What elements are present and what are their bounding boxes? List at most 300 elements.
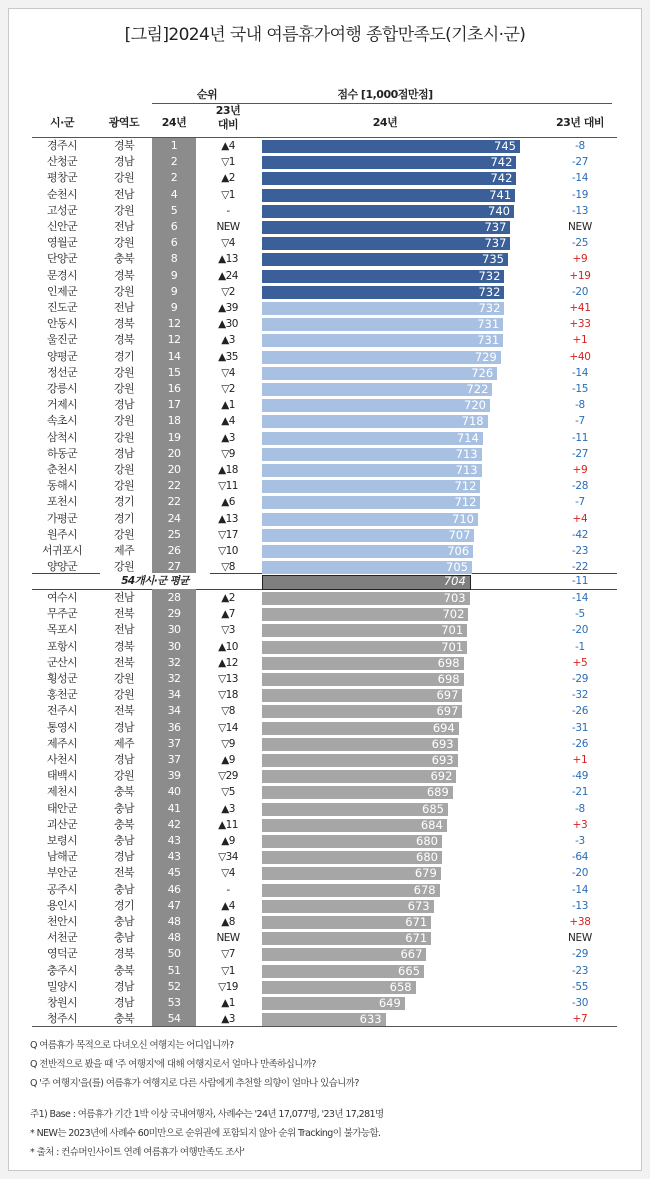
score-value: 713 xyxy=(455,463,478,477)
rank-change: ▲1 xyxy=(221,399,235,412)
score-value: 701 xyxy=(441,639,464,654)
score-value: 732 xyxy=(478,268,501,283)
score-value: 665 xyxy=(398,963,420,978)
rank-change: ▲10 xyxy=(218,640,238,653)
rank-change: NEW xyxy=(216,932,240,945)
score-change: -8 xyxy=(575,399,585,412)
score-value: 742 xyxy=(490,155,513,170)
score-value: 685 xyxy=(422,801,444,816)
score-value: 731 xyxy=(477,317,500,332)
rank-24: 19 xyxy=(167,430,181,444)
sigun-label: 강릉시 xyxy=(46,382,78,395)
score-value: 737 xyxy=(484,236,507,251)
region-label: 충남 xyxy=(113,931,135,945)
region-label: 충북 xyxy=(113,817,135,831)
region-label: 경남 xyxy=(113,155,135,169)
rank-change: ▽9 xyxy=(221,737,235,750)
region-label: 경남 xyxy=(113,446,135,460)
rank-24: 30 xyxy=(167,639,181,653)
rank-24: 6 xyxy=(170,236,178,250)
rank-24: 17 xyxy=(167,398,181,412)
rank-change: ▲2 xyxy=(221,172,235,185)
score-value: 697 xyxy=(436,688,459,703)
sigun-label: 태백시 xyxy=(46,769,78,783)
rank-24: 27 xyxy=(167,560,181,574)
score-change: -8 xyxy=(575,802,585,815)
score-change: -8 xyxy=(575,140,585,152)
region-label: 강원 xyxy=(113,672,135,685)
sigun-label: 원주시 xyxy=(46,527,78,541)
score-change: -28 xyxy=(571,480,589,493)
score-change: +3 xyxy=(572,818,588,831)
rank-24: 20 xyxy=(167,446,181,460)
rank-24: 34 xyxy=(167,688,181,702)
rank-group-header: 순위 xyxy=(196,88,218,101)
sigun-label: 울진군 xyxy=(46,333,78,347)
score-value: 703 xyxy=(443,591,466,605)
sigun-label: 제주시 xyxy=(46,736,78,750)
average-label: 54개시·군 평균 xyxy=(100,573,210,589)
score-value: 680 xyxy=(416,850,438,865)
sigun-label: 영월군 xyxy=(46,236,78,250)
sigun-label: 속초시 xyxy=(46,414,78,428)
region-label: 전남 xyxy=(113,623,135,637)
rank-change: ▽2 xyxy=(221,285,235,298)
rank-change: ▽11 xyxy=(218,480,238,493)
rank-change-header-line2: 대비 xyxy=(217,118,239,131)
region-label: 강원 xyxy=(113,463,135,476)
rank-change: - xyxy=(226,204,230,217)
score-change: -55 xyxy=(571,980,589,993)
score-change: -49 xyxy=(571,770,589,783)
score-change: -7 xyxy=(575,415,585,428)
region-label: 강원 xyxy=(113,236,135,250)
rank-24: 9 xyxy=(170,268,178,282)
score-value: 671 xyxy=(405,931,428,946)
score-value: 667 xyxy=(400,947,423,962)
score-value: 679 xyxy=(414,866,437,881)
region-label: 강원 xyxy=(113,414,135,428)
rank-24: 18 xyxy=(167,414,181,428)
region-label: 충남 xyxy=(113,801,135,815)
score-change: -1 xyxy=(575,640,585,653)
score-change: NEW xyxy=(568,932,592,945)
rank-change: ▲8 xyxy=(221,916,235,928)
score-value: 740 xyxy=(488,203,510,218)
rank-24: 12 xyxy=(167,333,181,347)
score-change: +40 xyxy=(569,350,591,363)
rank-24: 24 xyxy=(167,511,181,525)
score-value: 702 xyxy=(442,607,465,622)
sigun-label: 무주군 xyxy=(46,607,78,621)
region-label: 경기 xyxy=(113,898,135,912)
rank-24: 46 xyxy=(167,882,181,896)
rank-24: 53 xyxy=(167,996,181,1009)
score-change: -42 xyxy=(571,528,589,541)
sigun-label: 평창군 xyxy=(46,171,78,185)
sigun-label: 경주시 xyxy=(46,139,78,152)
sigun-label: 서귀포시 xyxy=(41,544,83,557)
rank-24: 20 xyxy=(167,463,181,476)
rank-change: NEW xyxy=(216,221,240,233)
rank-change: ▲35 xyxy=(218,350,238,363)
score-change: NEW xyxy=(568,221,592,233)
rank-24: 43 xyxy=(167,850,181,864)
sigun-label: 부안군 xyxy=(46,866,78,880)
rank-change: ▲13 xyxy=(218,512,238,525)
rank-change: ▲7 xyxy=(221,608,235,621)
rank-change: ▲4 xyxy=(221,415,235,428)
sigun-label: 포항시 xyxy=(46,639,78,653)
sigun-label: 순천시 xyxy=(46,187,78,201)
rank-change: ▽7 xyxy=(221,948,235,961)
rank-24: 9 xyxy=(170,284,178,298)
sigun-label: 천안시 xyxy=(46,915,78,928)
score-value: 693 xyxy=(431,753,454,767)
region-label: 충북 xyxy=(113,252,135,266)
region-label: 전남 xyxy=(113,187,135,201)
score-value: 684 xyxy=(420,817,443,832)
rank-change: ▽9 xyxy=(221,447,235,460)
score-value: 726 xyxy=(471,365,494,380)
rank-24: 4 xyxy=(170,187,178,201)
average-change: -11 xyxy=(571,575,589,587)
footnote-line: 주1) Base : 여름휴가 기간 1박 이상 국내여행자, 사례수는 '24년 17,077명, '23년 17,281명 xyxy=(30,1109,384,1120)
score-change: -31 xyxy=(571,721,589,734)
score-change: -27 xyxy=(571,156,589,169)
region-label: 전북 xyxy=(113,866,135,880)
rank-24: 5 xyxy=(170,203,178,217)
score-change: -23 xyxy=(571,545,589,557)
sigun-label: 사천시 xyxy=(46,753,78,766)
score-change: +33 xyxy=(569,318,591,331)
region-label: 충남 xyxy=(113,834,135,847)
score-change: +9 xyxy=(572,253,588,266)
sigun-label: 용인시 xyxy=(46,898,78,912)
score-value: 694 xyxy=(432,720,455,735)
score-change: +7 xyxy=(572,1013,588,1026)
region-label: 경남 xyxy=(113,979,135,993)
region-label: 전남 xyxy=(113,301,135,314)
sigun-label: 창원시 xyxy=(46,996,78,1009)
score-change: +1 xyxy=(572,754,588,766)
region-label: 강원 xyxy=(113,382,135,395)
rank-change: ▲11 xyxy=(218,818,238,831)
rank-24: 29 xyxy=(167,607,181,621)
sigun-header: 시·군 xyxy=(50,116,74,129)
score-group-header: 점수 [1,000점만점] xyxy=(337,88,433,101)
region-label: 강원 xyxy=(113,527,135,541)
score-value: 649 xyxy=(378,996,401,1010)
rank-change-header-line1: 23년 xyxy=(215,104,241,117)
score-value: 718 xyxy=(461,414,484,429)
rank-change: ▽17 xyxy=(218,528,238,541)
sigun-label: 목포시 xyxy=(46,623,78,637)
sigun-label: 양평군 xyxy=(46,349,78,363)
region-label: 경북 xyxy=(113,268,135,282)
rank-change: ▽5 xyxy=(221,786,235,799)
score-change: -14 xyxy=(571,592,589,604)
sigun-label: 양양군 xyxy=(46,560,78,574)
score-value: 697 xyxy=(436,704,459,719)
sigun-label: 신안군 xyxy=(46,220,78,233)
region-label: 전남 xyxy=(113,591,135,604)
rank-change: ▽8 xyxy=(221,561,235,574)
score-value: 706 xyxy=(447,544,470,558)
score-value: 712 xyxy=(454,479,477,494)
score-change: -26 xyxy=(571,705,589,718)
rank-change: ▲13 xyxy=(218,253,238,266)
rank-24: 47 xyxy=(167,898,181,912)
score-change: -27 xyxy=(571,447,589,460)
score-value: 713 xyxy=(455,446,478,461)
sigun-label: 여수시 xyxy=(46,591,78,604)
score-value: 714 xyxy=(456,430,479,445)
average-value: 704 xyxy=(443,574,466,588)
rank-24: 52 xyxy=(167,979,181,993)
rank-24: 26 xyxy=(167,544,181,557)
sigun-label: 정선군 xyxy=(46,365,78,379)
rank-change: ▲6 xyxy=(221,496,235,509)
region-label: 전남 xyxy=(113,220,135,233)
score-change: -5 xyxy=(575,608,585,621)
sigun-label: 문경시 xyxy=(46,268,78,282)
score24-header: 24년 xyxy=(372,116,398,129)
rank-change: ▲9 xyxy=(221,835,235,847)
sigun-label: 진도군 xyxy=(46,301,78,314)
region-label: 경기 xyxy=(113,495,135,509)
score-value: 692 xyxy=(430,769,453,784)
score-value: 732 xyxy=(478,284,501,299)
rank-24: 12 xyxy=(167,317,181,331)
score-change: -25 xyxy=(571,237,589,250)
region-label: 경북 xyxy=(113,947,135,961)
note-line: Q '주 여행지'을(를) 여름휴가 여행지로 다른 사람에게 추천할 의향이 얼마나 있습니까? xyxy=(30,1078,359,1089)
rank-change: ▽4 xyxy=(221,867,235,880)
sigun-label: 동해시 xyxy=(46,479,78,493)
region-label: 전북 xyxy=(113,607,135,621)
region-label: 경북 xyxy=(113,639,135,653)
region-label: 경북 xyxy=(113,139,135,152)
score-value: 741 xyxy=(489,187,512,202)
region-label: 경남 xyxy=(113,850,135,864)
score-change: +1 xyxy=(572,334,588,347)
rank-24: 50 xyxy=(167,947,181,961)
sigun-label: 서천군 xyxy=(46,931,78,945)
rank-24: 8 xyxy=(170,252,178,266)
region-label: 경기 xyxy=(113,511,135,525)
rank-change: ▲4 xyxy=(221,140,235,152)
score-change: +41 xyxy=(569,302,591,314)
score-value: 745 xyxy=(494,139,516,153)
rank-change: ▲3 xyxy=(221,802,235,815)
score-change: -13 xyxy=(571,899,589,912)
score-change-header: 23년 대비 xyxy=(555,116,604,129)
sigun-label: 태안군 xyxy=(46,801,78,815)
rank-24: 45 xyxy=(167,866,181,880)
rank-24: 39 xyxy=(167,769,181,783)
rank-24: 32 xyxy=(167,655,181,669)
rank-change: ▲3 xyxy=(221,334,235,347)
sigun-label: 전주시 xyxy=(46,704,78,718)
score-change: +9 xyxy=(572,464,588,476)
rank-change: ▲3 xyxy=(221,1013,235,1026)
sigun-label: 충주시 xyxy=(46,963,78,977)
score-value: 720 xyxy=(464,398,486,413)
rank-24: 25 xyxy=(167,527,181,541)
sigun-label: 춘천시 xyxy=(46,463,78,476)
rank-change: - xyxy=(226,883,230,896)
rank-24: 15 xyxy=(167,365,181,379)
sigun-label: 영덕군 xyxy=(46,947,78,961)
rank-24: 34 xyxy=(167,704,181,718)
rank-24: 37 xyxy=(167,753,181,766)
score-value: 705 xyxy=(446,560,468,575)
region-label: 강원 xyxy=(113,171,135,185)
score-value: 732 xyxy=(478,301,501,315)
sigun-label: 횡성군 xyxy=(46,672,78,685)
sigun-label: 하동군 xyxy=(46,446,78,460)
score-value: 671 xyxy=(405,915,428,929)
score-change: +38 xyxy=(569,916,591,928)
rank-change: ▲4 xyxy=(221,899,235,912)
region-label: 전북 xyxy=(113,704,135,718)
region-header: 광역도 xyxy=(108,116,140,129)
region-label: 강원 xyxy=(113,769,135,783)
sigun-label: 고성군 xyxy=(46,203,78,217)
score-change: -64 xyxy=(571,851,589,864)
score-change: -23 xyxy=(571,964,589,977)
rank-24: 2 xyxy=(170,171,178,185)
score-value: 707 xyxy=(448,527,471,542)
rank-change: ▲12 xyxy=(218,656,238,669)
score-change: -29 xyxy=(571,948,589,961)
rank-change: ▲3 xyxy=(221,431,235,444)
region-label: 강원 xyxy=(113,284,135,298)
region-label: 강원 xyxy=(113,203,135,217)
sigun-label: 보령시 xyxy=(46,834,78,847)
score-value: 698 xyxy=(437,655,460,670)
sigun-label: 단양군 xyxy=(46,252,78,266)
score-change: -26 xyxy=(571,737,589,750)
score-change: +4 xyxy=(572,512,588,525)
score-value: 678 xyxy=(413,882,436,897)
region-label: 강원 xyxy=(113,688,135,702)
rank-change: ▲1 xyxy=(221,997,235,1009)
note-line: Q 전반적으로 봤을 때 '주 여행지'에 대해 여행지로서 얼마나 만족하십니까? xyxy=(30,1059,316,1070)
rank-24: 16 xyxy=(167,382,181,395)
sigun-label: 통영시 xyxy=(46,720,78,734)
score-change: -30 xyxy=(571,997,589,1009)
sigun-label: 공주시 xyxy=(46,882,78,896)
rank-change: ▽3 xyxy=(221,624,235,637)
score-change: -19 xyxy=(571,188,589,201)
sigun-label: 삼척시 xyxy=(46,430,78,444)
score-value: 633 xyxy=(359,1012,382,1027)
rank-change: ▽4 xyxy=(221,366,235,379)
rank-24: 48 xyxy=(167,931,181,945)
region-label: 충북 xyxy=(113,785,135,799)
rank-24: 2 xyxy=(170,155,178,169)
score-value: 742 xyxy=(490,171,513,186)
footnote-line: * NEW는 2023년에 사례수 60미만으로 순위권에 포함되지 않아 순위 Tracking이 불가능함. xyxy=(30,1128,381,1139)
score-value: 737 xyxy=(484,220,507,234)
sigun-label: 산청군 xyxy=(46,155,78,169)
rank-change: ▽29 xyxy=(218,770,238,783)
rank-change: ▲18 xyxy=(218,464,238,476)
rank-24: 54 xyxy=(167,1012,181,1026)
rank-24: 48 xyxy=(167,915,181,928)
score-change: -20 xyxy=(571,285,589,298)
rank-24: 28 xyxy=(167,591,181,604)
score-value: 722 xyxy=(466,382,489,396)
score-value: 731 xyxy=(477,333,500,348)
region-label: 경남 xyxy=(113,398,135,412)
region-label: 경북 xyxy=(113,317,135,331)
score-change: -29 xyxy=(571,673,589,685)
rank-change: ▽1 xyxy=(221,156,235,169)
sigun-label: 안동시 xyxy=(46,317,78,331)
rank-change: ▽8 xyxy=(221,705,235,718)
rank24-header: 24년 xyxy=(161,116,187,129)
region-label: 강원 xyxy=(113,560,135,574)
score-value: 729 xyxy=(474,349,497,364)
sigun-label: 남해군 xyxy=(46,850,78,864)
rank-24: 30 xyxy=(167,623,181,637)
rank-change: ▲9 xyxy=(221,754,235,766)
score-change: -15 xyxy=(571,383,589,395)
region-label: 제주 xyxy=(113,736,135,750)
sigun-label: 제천시 xyxy=(46,785,78,799)
rank-24: 51 xyxy=(167,963,181,977)
rank-change: ▲39 xyxy=(218,302,238,314)
score-change: -22 xyxy=(571,561,589,574)
score-value: 693 xyxy=(431,736,454,751)
sigun-label: 괴산군 xyxy=(46,817,78,831)
score-value: 673 xyxy=(407,898,430,913)
rank-change: ▽13 xyxy=(218,673,238,685)
rank-change: ▽19 xyxy=(218,980,238,993)
score-value: 689 xyxy=(426,785,449,800)
region-label: 충남 xyxy=(113,915,135,928)
rank-change: ▽34 xyxy=(218,851,238,864)
rank-24: 32 xyxy=(167,672,181,685)
rank-change: ▲30 xyxy=(218,318,238,331)
region-label: 경남 xyxy=(113,720,135,734)
rank-24: 41 xyxy=(167,801,181,815)
region-label: 경기 xyxy=(113,349,135,363)
footnotes xyxy=(30,1105,630,1162)
rank-change: ▽18 xyxy=(218,689,238,702)
sigun-label: 홍천군 xyxy=(46,688,78,702)
score-value: 658 xyxy=(389,979,412,994)
sigun-label: 밀양시 xyxy=(46,979,78,993)
region-label: 제주 xyxy=(113,544,135,557)
rank-change: ▽1 xyxy=(221,964,235,977)
score-change: +5 xyxy=(572,656,588,669)
rank-24: 22 xyxy=(167,495,181,509)
rank-24: 37 xyxy=(167,736,181,750)
rank-change: ▽4 xyxy=(221,237,235,250)
rank-24: 42 xyxy=(167,817,181,831)
sigun-label: 청주시 xyxy=(46,1012,78,1026)
score-change: -14 xyxy=(571,172,589,185)
score-change: -14 xyxy=(571,366,589,379)
score-change: -20 xyxy=(571,624,589,637)
region-label: 충남 xyxy=(113,882,135,896)
rank-24: 6 xyxy=(170,220,178,233)
score-change: -13 xyxy=(571,204,589,217)
